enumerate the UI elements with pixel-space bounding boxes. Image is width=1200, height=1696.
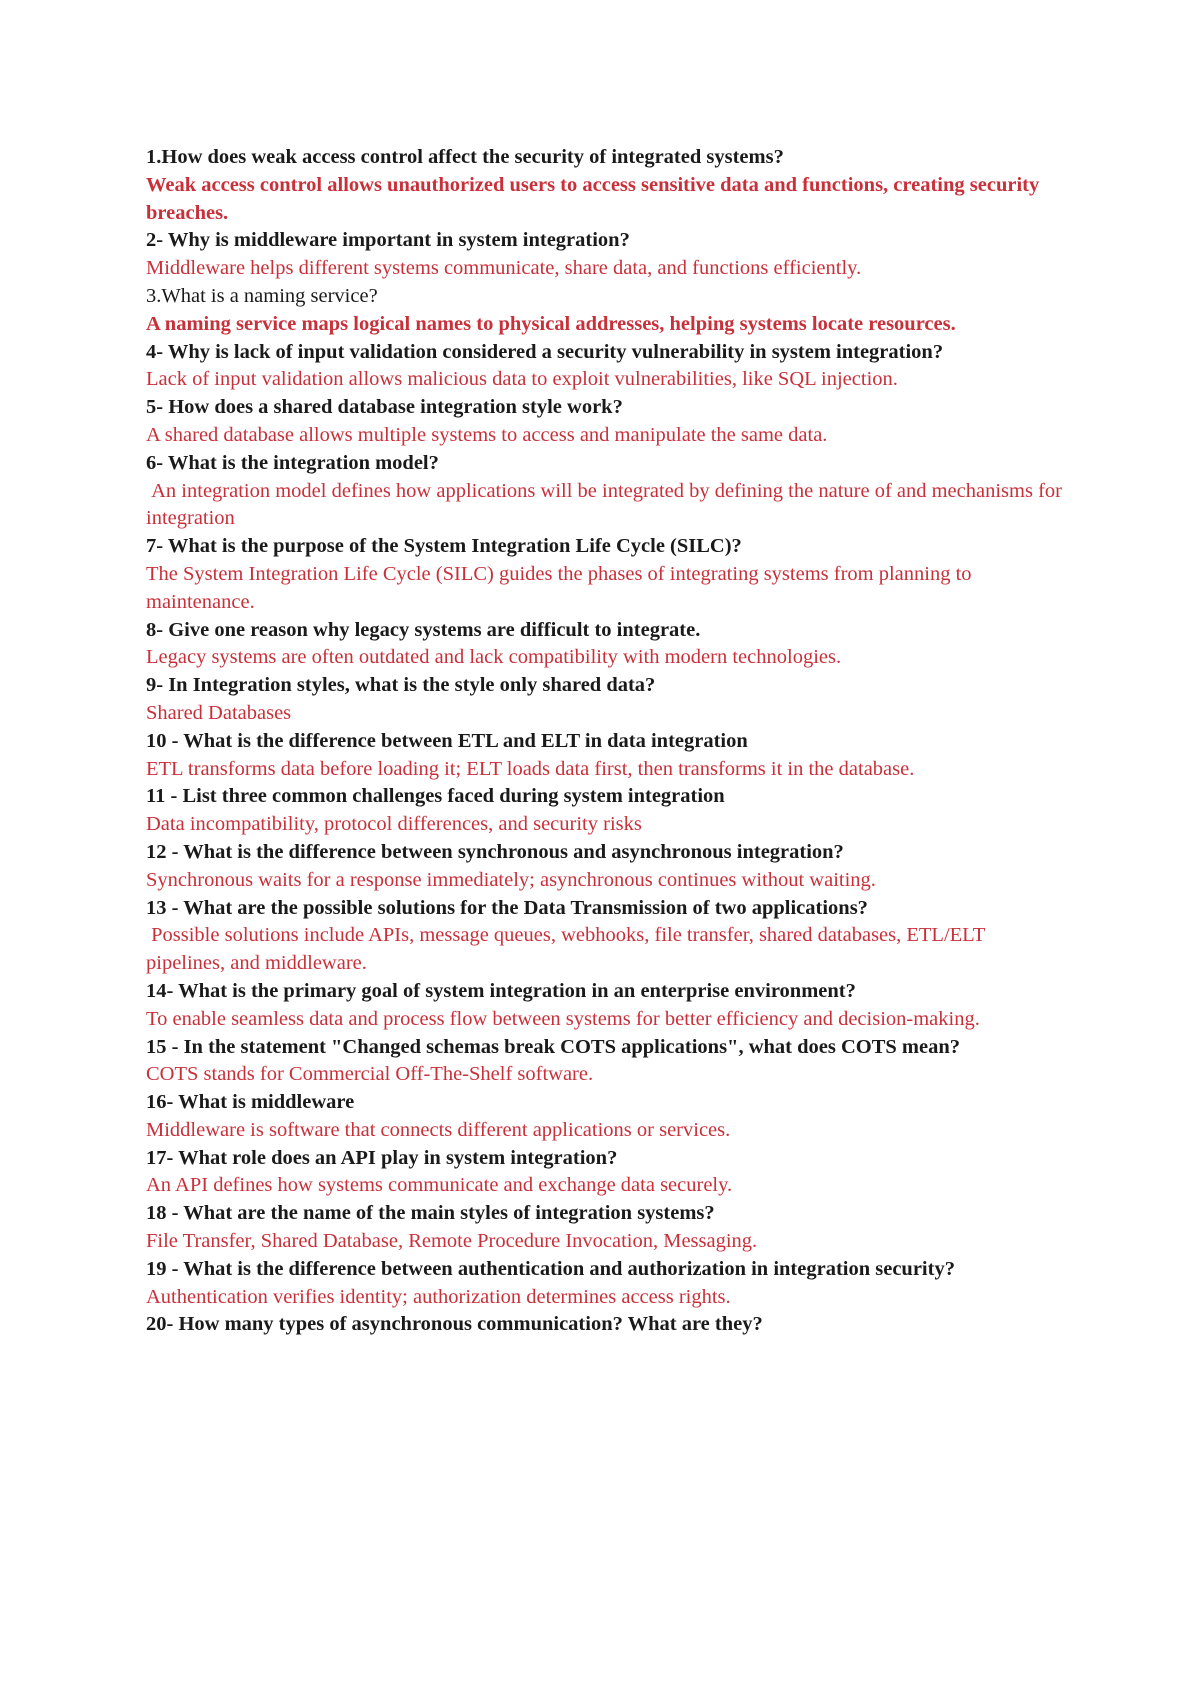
question-1: 1.How does weak access control affect the security of integrated systems?: [146, 146, 784, 168]
question-13: 13 - What are the possible solutions for the Data Transmission of two applications?: [146, 896, 868, 919]
question-16: 16- What is middleware: [146, 1091, 355, 1114]
answer-13: Possible solutions include APIs, message queues, webhooks, file transfer, shared databases, ETL/ELT pipelines, and middleware.: [146, 924, 991, 975]
answer-5: A shared database allows multiple systems to access and manipulate the same data.: [146, 423, 828, 446]
answer-15: COTS stands for Commercial Off-The-Shelf software.: [146, 1063, 594, 1086]
question-12: 12 - What is the difference between synchronous and asynchronous integration?: [146, 840, 844, 863]
question-2: 2- Why is middleware important in system integration?: [146, 229, 630, 252]
answer-12: Synchronous waits for a response immediately; asynchronous continues without waiting.: [146, 868, 876, 891]
question-5: 5- How does a shared database integration style work?: [146, 396, 623, 419]
question-20: 20- How many types of asynchronous communication? What are they?: [146, 1313, 763, 1336]
answer-6: An integration model defines how applications will be integrated by defining the nature of and mechanisms for integration: [146, 479, 1068, 530]
question-15: 15 - In the statement "Changed schemas break COTS applications", what does COTS mean?: [146, 1035, 960, 1058]
question-4: 4- Why is lack of input validation considered a security vulnerability in system integration?: [146, 340, 944, 363]
question-9: 9- In Integration styles, what is the style only shared data?: [146, 674, 656, 697]
answer-18: File Transfer, Shared Database, Remote Procedure Invocation, Messaging.: [146, 1230, 758, 1253]
question-3: 3.What is a naming service?: [146, 284, 378, 307]
answer-2: Middleware helps different systems communicate, share data, and functions efficiently.: [146, 257, 862, 280]
answer-19: Authentication verifies identity; authorization determines access rights.: [146, 1285, 731, 1308]
question-7: 7- What is the purpose of the System Integration Life Cycle (SILC)?: [146, 535, 742, 558]
answer-14: To enable seamless data and process flow between systems for better efficiency and decision-making.: [146, 1007, 980, 1030]
answer-10: ETL transforms data before loading it; ELT loads data first, then transforms it in the database.: [146, 757, 915, 780]
question-17: 17- What role does an API play in system integration?: [146, 1146, 618, 1169]
answer-7: The System Integration Life Cycle (SILC) guides the phases of integrating systems from planning to maintenance.: [146, 562, 972, 613]
answer-16: Middleware is software that connects different applications or services.: [146, 1118, 731, 1141]
question-18: 18 - What are the name of the main styles of integration systems?: [146, 1202, 715, 1225]
answer-9: Shared Databases: [146, 701, 292, 724]
answer-4: Lack of input validation allows malicious data to exploit vulnerabilities, like SQL injection.: [146, 368, 898, 391]
question-19: 19 - What is the difference between authentication and authorization in integration security?: [146, 1257, 955, 1280]
question-10: 10 - What is the difference between ETL and ELT in data integration: [146, 729, 748, 752]
question-6: 6- What is the integration model?: [146, 451, 439, 474]
question-14: 14- What is the primary goal of system integration in an enterprise environment?: [146, 979, 856, 1002]
answer-3: A naming service maps logical names to physical addresses, helping systems locate resources.: [146, 312, 956, 335]
question-8: 8- Give one reason why legacy systems are difficult to integrate.: [146, 618, 701, 641]
document-page: [146, 144, 1066, 1339]
answer-8: Legacy systems are often outdated and lack compatibility with modern technologies.: [146, 646, 842, 669]
question-11: 11 - List three common challenges faced during system integration: [146, 785, 725, 808]
answer-17: An API defines how systems communicate and exchange data securely.: [146, 1174, 733, 1197]
answer-1: Weak access control allows unauthorized users to access sensitive data and functions, creating security breaches.: [146, 173, 1040, 224]
answer-11: Data incompatibility, protocol differences, and security risks: [146, 813, 642, 836]
